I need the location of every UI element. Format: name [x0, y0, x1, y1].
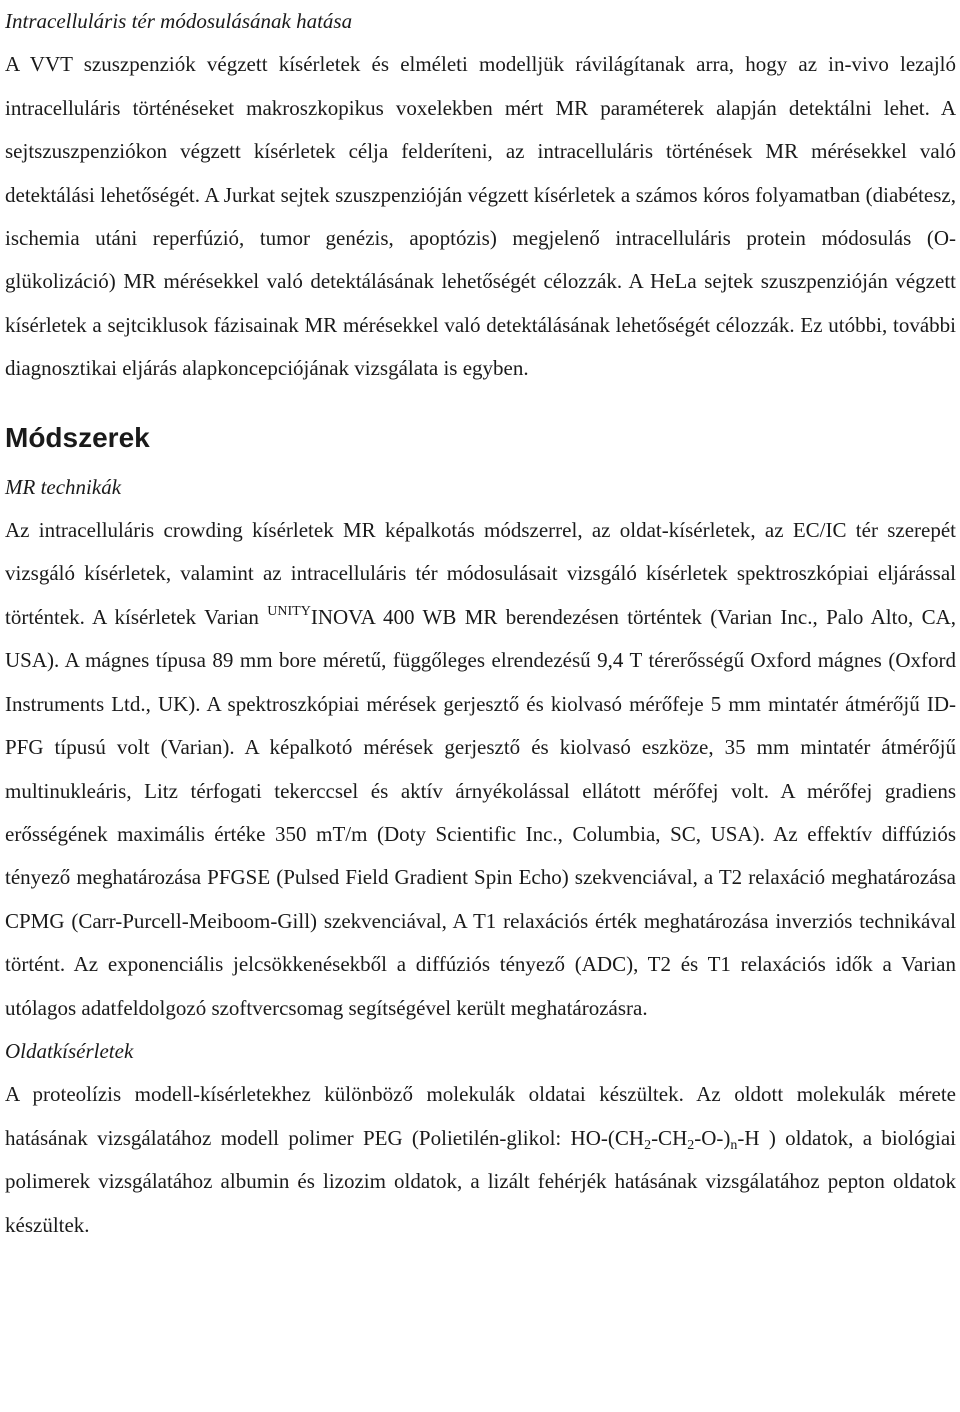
subscript-2b: 2: [687, 1137, 695, 1153]
mr-text-part-2: INOVA 400 WB MR berendezésen történtek (Varian Inc., Palo Alto, CA, USA). A mágnes típusa 89 mm bore méretű, függőleges elrendezésű 9,4 T térerősségű Oxford mágnes (Oxford Instruments Ltd., UK). A spektroszkópiai mérések gerjesztő és kiolvasó mérőfeje 5 mm mintatér átmérőjű ID-PFG típusú volt (Varian). A képalkotó mérések gerjesztő és kiolvasó eszköze, 35 mm mintatér átmérőjű multinukleáris, Litz térfogati tekerccsel és aktív árnyékolással ellátott mérőfej volt. A mérőfej gradiens erősségének maximális értéke 350 mT/m (Doty Scientific Inc., Columbia, SC, USA). Az effektív diffúziós tényező meghatározása PFGSE (Pulsed Field Gradient Spin Echo) szekvenciával, a T2 relaxáció meghatározása CPMG (Carr-Purcell-Meiboom-Gill) szekvenciával, A T1 relaxációs érték meghatározása inverziós technikával történt. Az exponenciális jelcsökkenésekből a diffúziós tényező (ADC), T2 és T1 relaxációs idők a Varian utólagos adatfeldolgozó szoftvercsomag segítségével került meghatározásra.: [5, 604, 957, 1020]
solution-experiments-subheading: Oldatkísérletek: [5, 1038, 134, 1063]
solution-text-part-3: -O-): [694, 1125, 731, 1150]
solution-text-part-4: -H ) oldatok, a biológiai polimerek vizsgálatához albumin és lizozim oldatok, a lizált fehérjék hatásának vizsgálatához pepton oldatok készültek.: [5, 1125, 956, 1237]
subscript-2a: 2: [644, 1137, 652, 1153]
mr-techniques-paragraph: [5, 509, 956, 1030]
intro-paragraph: A VVT szuszpenziók végzett kísérletek és elméleti modelljük rávilágítanak arra, hogy az in-vivo lezajló intracelluláris történéseket makroszkopikus voxelekben mért MR paraméterek alapján detektálni lehet. A sejtszuszpenziókon végzett kísérletek célja felderíteni, az intracelluláris történések MR mérésekkel való detektálási lehetőségét. A Jurkat sejtek szuszpenzióján végzett kísérletek a számos kóros folyamatban (diabétesz, ischemia utáni reperfúzió, tumor genézis, apoptózis) megjelenő intracelluláris protein módosulás (O-glükolizáció) MR mérésekkel való detektálásának lehetőségét célozzák. A HeLa sejtek szuszpenzióján végzett kísérletek a sejtciklusok fázisainak MR mérésekkel való detektálásának lehetőségét célozzák. Ez utóbbi, további diagnosztikai eljárás alapkoncepciójának vizsgálata is egyben.: [5, 52, 956, 381]
document-page: [5, 0, 956, 1247]
solution-text-part-1: A proteolízis modell-kísérletekhez különböző molekulák oldatai készültek. Az oldott molekulák mérete hatásának vizsgálatához modell polimer PEG (Polietilén-glikol: HO-(CH: [5, 1082, 956, 1150]
methods-heading: Módszerek: [5, 421, 150, 453]
mr-text-part-1: Az intracelluláris crowding kísérletek MR képalkotás módszerrel, az oldat-kísérletek, az EC/IC tér szerepét vizsgáló kísérletek, valamint az intracelluláris tér módosulásait vizsgáló kísérletek spektroszkópiai eljárással történtek. A kísérletek Varian: [5, 518, 956, 629]
mr-techniques-subheading: MR technikák: [5, 474, 122, 499]
unity-superscript: UNITY: [267, 603, 311, 619]
solution-text-part-2: -CH: [651, 1125, 688, 1150]
subscript-n: n: [730, 1137, 738, 1153]
section-subheading: Intracelluláris tér módosulásának hatása: [5, 9, 353, 33]
solution-experiments-paragraph: [5, 1073, 956, 1247]
